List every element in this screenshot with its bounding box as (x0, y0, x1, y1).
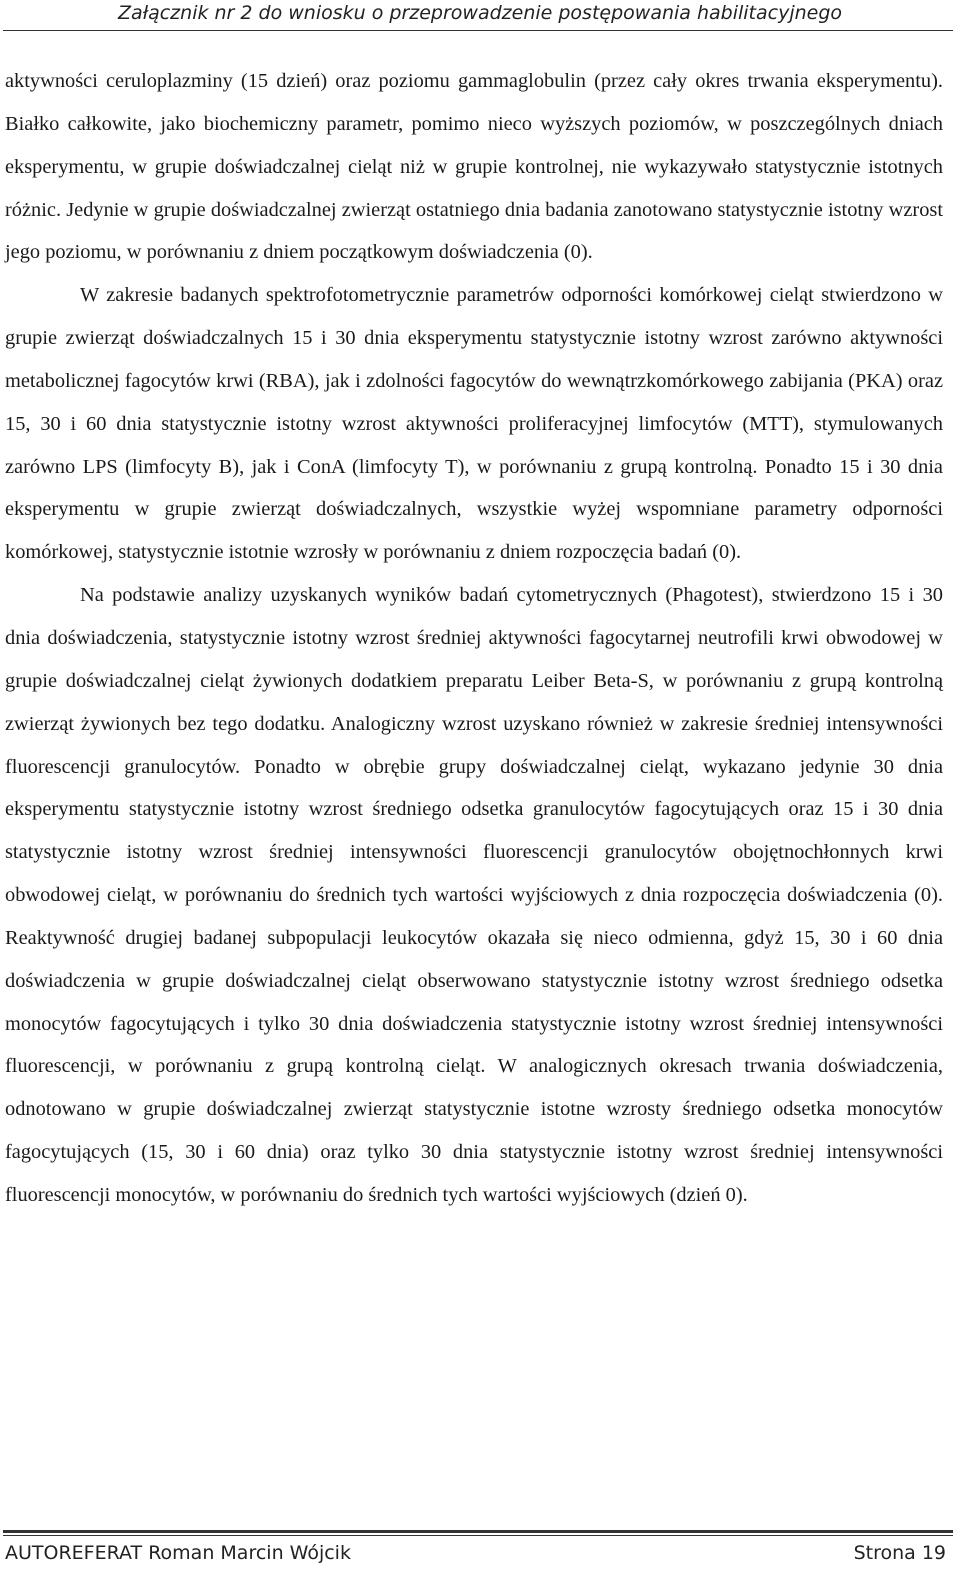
paragraph-2: W zakresie badanych spektrofotometrycznie parametrów odporności komórkowej cieląt stwierdzono w grupie zwierząt doświadczalnych 15 i 30 dnia eksperymentu statystycznie istotny wzrost zarówno aktywności metabolicznej fagocytów krwi (RBA), jak i zdolności fagocytów do wewnątrzkomórkowego zabijania (PKA) oraz 15, 30 i 60 dnia statystycznie istotny wzrost aktywności proliferacyjnej limfocytów (MTT), stymulowanych zarówno LPS (limfocyty B), jak i ConA (limfocyty T), w porównaniu z grupą kontrolną. Ponadto 15 i 30 dnia eksperymentu w grupie zwierząt doświadczalnych, wszystkie wyżej wspomniane parametry odporności komórkowej, statystycznie istotnie wzrosły w porównaniu z dniem rozpoczęcia badań (0). (5, 284, 943, 564)
paragraph-1: aktywności ceruloplazminy (15 dzień) oraz poziomu gammaglobulin (przez cały okres trwania eksperymentu). Białko całkowite, jako biochemiczny parametr, pomimo nieco wyższych poziomów, w poszczególnych dniach eksperymentu, w grupie doświadczalnej cieląt niż w grupie kontrolnej, nie wykazywało statystycznie istotnych różnic. Jedynie w grupie doświadczalnej zwierząt ostatniego dnia badania zanotowano statystycznie istotny wzrost jego poziomu, w porównaniu z dniem początkowym doświadczenia (0). (5, 70, 943, 264)
header-divider (3, 30, 953, 31)
page-header: Załącznik nr 2 do wniosku o przeprowadzenie postępowania habilitacyjnego (117, 2, 843, 24)
paragraph-3: Na podstawie analizy uzyskanych wyników badań cytometrycznych (Phagotest), stwierdzono 15 i 30 dnia doświadczenia, statystycznie istotny wzrost średniej aktywności fagocytarnej neutrofili krwi obwodowej w grupie doświadczalnej cieląt żywionych dodatkiem preparatu Leiber Beta-S, w porównaniu z grupą kontrolną zwierząt żywionych bez tego dodatku. Analogiczny wzrost uzyskano również w zakresie średniej intensywności fluorescencji granulocytów. Ponadto w obrębie grupy doświadczalnej cieląt, wykazano jedynie 30 dnia eksperymentu statystycznie istotny wzrost średniego odsetka granulocytów fagocytujących oraz 15 i 30 dnia statystycznie istotny wzrost średniej intensywności fluorescencji granulocytów obojętnochłonnych krwi obwodowej cieląt, w porównaniu do średnich tych wartości wyjściowych z dnia rozpoczęcia doświadczenia (0). Reaktywność drugiej badanej subpopulacji leukocytów okazała się nieco odmienna, gdyż 15, 30 i 60 dnia doświadczenia w grupie doświadczalnej cieląt obserwowano statystycznie istotny wzrost średniego odsetka monocytów fagocytujących i tylko 30 dnia doświadczenia statystycznie istotny wzrost średniej intensywności fluorescencji, w porównaniu z grupą kontrolną cieląt. W analogicznych okresach trwania doświadczenia, odnotowano w grupie doświadczalnej zwierząt statystycznie istotne wzrosty średniego odsetka monocytów fagocytujących (15, 30 i 60 dnia) oraz tylko 30 dnia statystycznie istotny wzrost średniej intensywności fluorescencji monocytów, w porównaniu do średnich tych wartości wyjściowych (dzień 0). (5, 584, 943, 1206)
footer-divider-thick (3, 1530, 953, 1533)
footer-author: AUTOREFERAT Roman Marcin Wójcik (5, 1542, 351, 1564)
footer-page-number: Strona 19 (853, 1542, 946, 1564)
footer-divider-thin (3, 1535, 953, 1536)
document-body (5, 60, 943, 1217)
